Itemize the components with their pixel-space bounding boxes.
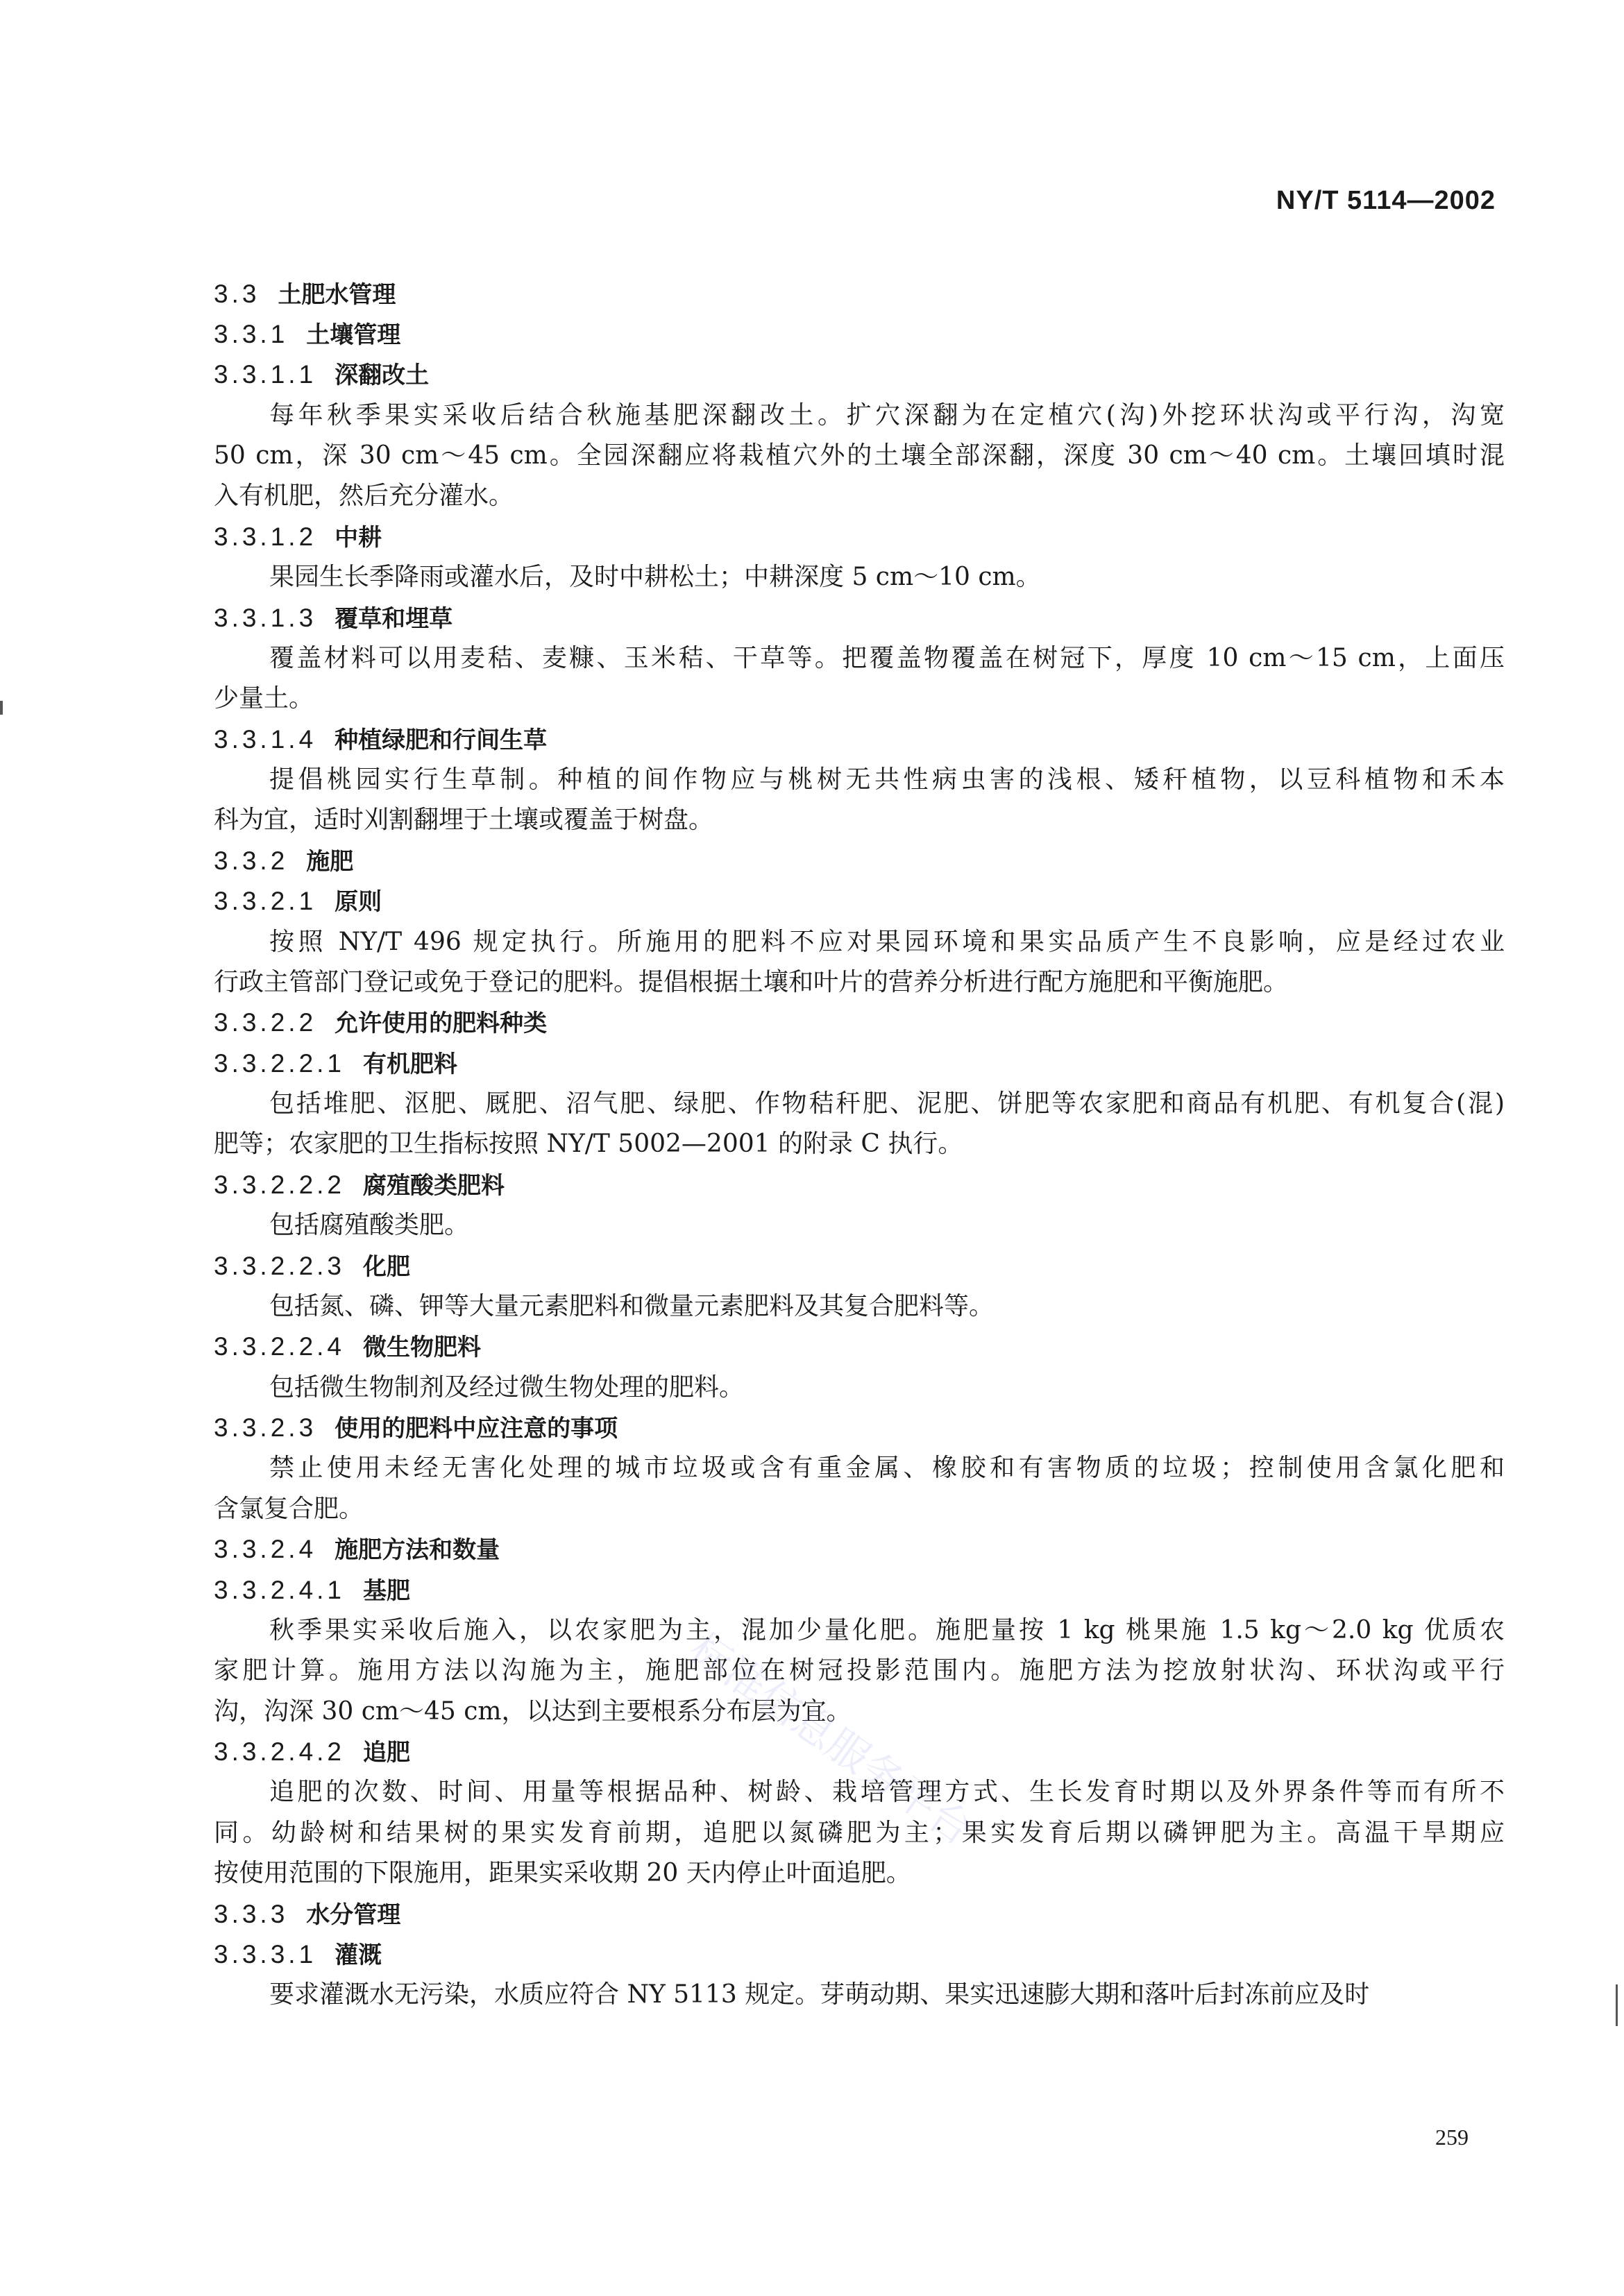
paragraph-line: 行政主管部门登记或免于登记的肥料。提倡根据土壤和叶片的营养分析进行配方施肥和平衡施肥。 [214,968,1289,996]
section-heading [214,603,452,634]
paragraph-line: 包括堆肥、沤肥、厩肥、沼气肥、绿肥、作物秸秆肥、泥肥、饼肥等农家肥和商品有机肥、有机复合(混) [269,1089,1505,1118]
section-title: 微生物肥料 [363,1334,482,1361]
section-number: 3.3.3.1 [214,1940,317,1968]
paragraph-line: 含氯复合肥。 [214,1495,364,1523]
section-title: 中耕 [335,524,382,552]
standard-code: NY/T 5114—2002 [1276,186,1496,215]
section-number: 3.3.2.4.2 [214,1737,346,1766]
section-title: 原则 [335,888,382,916]
section-heading [214,1170,505,1201]
paragraph-line: 覆盖材料可以用麦秸、麦糠、玉米秸、干草等。把覆盖物覆盖在树冠下，厚度 10 cm～15 cm，上面压 [269,644,1505,672]
paragraph-line: 科为宜，适时刈割翻埋于土壤或覆盖于树盘。 [214,806,714,834]
section-number: 3.3.2.2.4 [214,1332,346,1361]
paragraph-line: 秋季果实采收后施入，以农家肥为主，混加少量化肥。施肥量按 1 kg 桃果施 1.5 kg～2.0 kg 优质农 [269,1616,1505,1644]
section-title: 土肥水管理 [278,281,396,309]
section-number: 3.3.1.4 [214,725,317,754]
section-title: 水分管理 [306,1901,401,1929]
section-heading [214,1007,547,1039]
paragraph-line: 50 cm，深 30 cm～45 cm。全园深翻应将栽植穴外的土壤全部深翻，深度 30 cm～40 cm。土壤回填时混 [214,441,1505,470]
section-title: 施肥方法和数量 [335,1536,500,1564]
paragraph-line: 少量土。 [214,684,314,713]
section-heading [214,1251,410,1282]
section-title: 追肥 [363,1739,411,1767]
section-heading [214,359,429,391]
section-heading [214,1413,618,1444]
section-title: 种植绿肥和行间生草 [335,726,548,754]
paragraph-line: 包括微生物制剂及经过微生物处理的肥料。 [269,1373,745,1402]
section-heading [214,1939,382,1971]
section-title: 化肥 [363,1253,411,1281]
watermark: 标准信息服务平台 [680,1624,981,1855]
section-heading [214,319,400,350]
paragraph-line: 果园生长季降雨或灌水后，及时中耕松土；中耕深度 5 cm～10 cm。 [269,563,1041,591]
section-number: 3.3.2.4.1 [214,1576,346,1604]
section-number: 3.3.2.3 [214,1413,317,1442]
paragraph-line: 同。幼龄树和结果树的果实发育前期，追肥以氮磷肥为主；果实发育后期以磷钾肥为主。高温干旱期应 [214,1819,1505,1847]
section-title: 腐殖酸类肥料 [363,1172,505,1200]
section-number: 3.3.1.1 [214,360,317,389]
section-number: 3.3.2.2.3 [214,1252,346,1280]
section-heading [214,886,382,917]
paragraph-line: 按使用范围的下限施用，距果实采收期 20 天内停止叶面追肥。 [214,1859,911,1887]
section-number: 3.3.2.1 [214,887,317,915]
section-heading [214,1737,410,1768]
section-number: 3.3.2.2.1 [214,1049,346,1078]
section-heading [214,1332,481,1363]
section-number: 3.3.2 [214,847,289,875]
section-heading [214,724,547,756]
section-title: 施肥 [306,848,354,876]
section-heading [214,846,353,877]
paragraph-line: 沟，沟深 30 cm～45 cm，以达到主要根系分布层为宜。 [214,1697,852,1726]
section-number: 3.3.1 [214,320,289,348]
section-number: 3.3.1.2 [214,522,317,551]
section-title: 有机肥料 [363,1051,458,1078]
section-title: 灌溉 [335,1941,382,1969]
scan-artifact [1616,1984,1618,2026]
paragraph-line: 追肥的次数、时间、用量等根据品种、树龄、栽培管理方式、生长发育时期以及外界条件等而有所不 [269,1778,1505,1806]
paragraph-line: 要求灌溉水无污染，水质应符合 NY 5113 规定。芽萌动期、果实迅速膨大期和落叶后封冻前应及时 [269,1980,1370,2009]
section-heading [214,522,382,553]
scan-artifact [0,701,3,715]
paragraph-line: 按照 NY/T 496 规定执行。所施用的肥料不应对果园环境和果实品质产生不良影响，应是经过农业 [269,928,1505,956]
section-heading [214,1534,500,1565]
paragraph-line: 肥等；农家肥的卫生指标按照 NY/T 5002—2001 的附录 C 执行。 [214,1130,963,1158]
section-number: 3.3.1.3 [214,604,317,632]
paragraph-line: 家肥计算。施用方法以沟施为主，施肥部位在树冠投影范围内。施肥方法为挖放射状沟、环状沟或平行 [214,1656,1505,1685]
paragraph-line: 提倡桃园实行生草制。种植的间作物应与桃树无共性病虫害的浅根、矮秆植物，以豆科植物和禾本 [269,765,1505,794]
paragraph-line: 禁止使用未经无害化处理的城市垃圾或含有重金属、橡胶和有害物质的垃圾；控制使用含氯化肥和 [269,1454,1505,1482]
section-title: 基肥 [363,1577,411,1605]
section-number: 3.3.2.4 [214,1535,317,1563]
section-heading [214,1899,400,1930]
section-title: 允许使用的肥料种类 [335,1010,548,1037]
section-heading [214,1575,410,1606]
section-heading [214,279,396,310]
section-title: 深翻改土 [335,362,430,389]
section-heading [214,1048,457,1080]
section-number: 3.3.3 [214,1900,289,1928]
section-number: 3.3 [214,280,260,308]
section-title: 土壤管理 [306,321,401,349]
section-number: 3.3.2.2.2 [214,1171,346,1199]
section-title: 覆草和埋草 [335,605,453,633]
section-number: 3.3.2.2 [214,1008,317,1037]
paragraph-line: 包括腐殖酸类肥。 [269,1211,470,1239]
paragraph-line: 每年秋季果实采收后结合秋施基肥深翻改土。扩穴深翻为在定植穴(沟)外挖环状沟或平行沟，沟宽 [269,401,1505,430]
section-title: 使用的肥料中应注意的事项 [335,1415,618,1443]
paragraph-line: 入有机肥，然后充分灌水。 [214,482,514,510]
page-number: 259 [1435,2125,1469,2150]
paragraph-line: 包括氮、磷、钾等大量元素肥料和微量元素肥料及其复合肥料等。 [269,1292,995,1320]
